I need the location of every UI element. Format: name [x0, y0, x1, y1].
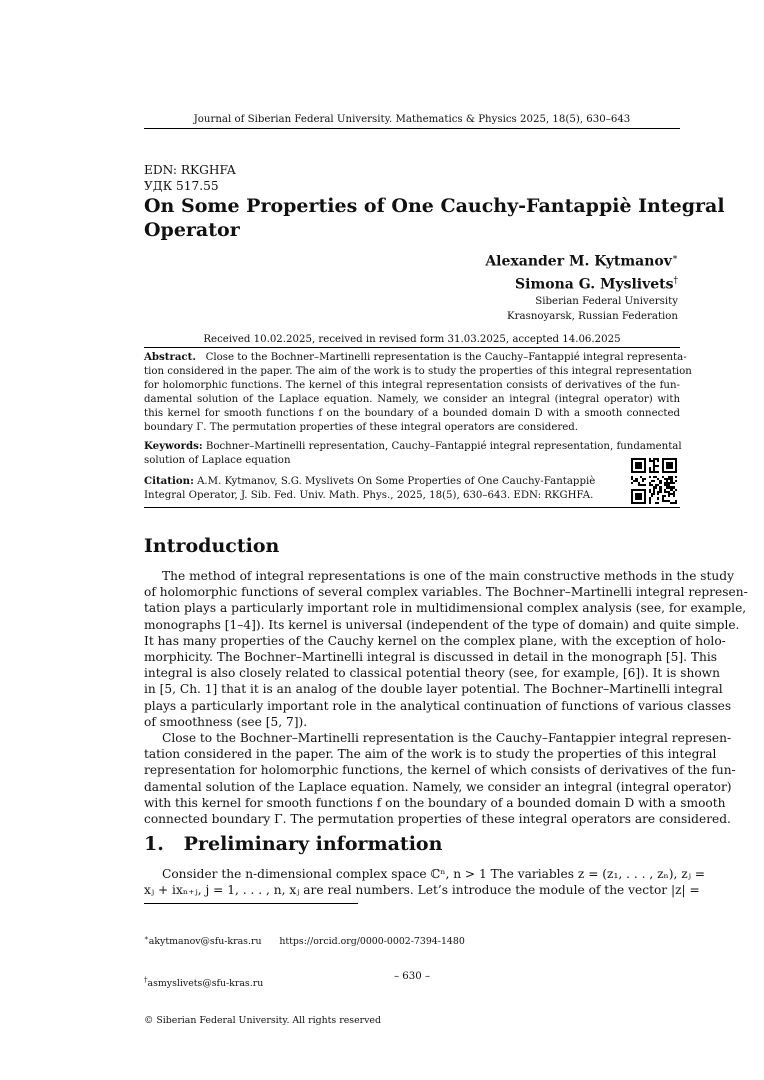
abstract-label: Abstract.: [144, 351, 196, 363]
paragraph-line: integral is also closely related to classical potential theory (see, for example, [6]). It is shown: [144, 666, 720, 681]
paragraph-line: of holomorphic functions of several complex variables. The Bochner–Martinelli integral represen-: [144, 585, 748, 600]
paragraph-line: Consider the n-dimensional complex space ℂⁿ, n > 1 The variables z = (z₁, . . . , zₙ), zⱼ =: [162, 867, 705, 881]
edn-code: EDN: RKGHFA: [144, 163, 236, 177]
abstract-line: boundary Γ. The permutation properties of these integral operators are considered.: [144, 422, 579, 433]
affiliation: Siberian Federal University: [535, 296, 678, 308]
abstract-line: Abstract. Close to the Bochner–Martinelli representation is the Cauchy–Fantappié integral representa-: [144, 351, 687, 363]
section-1-heading: 1. Preliminary information: [144, 833, 443, 855]
abstract: [144, 350, 692, 435]
author-1: [485, 249, 678, 272]
keywords: [144, 439, 680, 468]
footnote-1-text: akytmanov@sfu-kras.ru https://orcid.org/0000-0002-7394-1480: [148, 936, 465, 948]
citation-line: Citation: A.M. Kytmanov, S.G. Myslivets On Some Properties of One Cauchy-Fantappiè: [144, 475, 596, 487]
introduction-heading: Introduction: [144, 535, 280, 557]
title-line-2: Operator: [144, 219, 240, 241]
title-line-1: On Some Properties of One Cauchy-Fantappiè Integral: [144, 195, 725, 217]
keywords-line: Keywords: Bochner–Martinelli representation, Cauchy–Fantappié integral representation, fundamental: [144, 440, 682, 452]
copyright: © Siberian Federal University. All rights reserved: [144, 1015, 381, 1027]
author-block: [485, 249, 678, 324]
paragraph-line: connected boundary Γ. The permutation properties of these integral operators are considered.: [144, 812, 731, 827]
location: Krasnoyarsk, Russian Federation: [507, 311, 678, 323]
author-2-mark: †: [673, 275, 678, 286]
footnote-1: ∗akytmanov@sfu-kras.ru https://orcid.org/0000-0002-7394-1480: [144, 934, 465, 948]
journal-header: Journal of Siberian Federal University. Mathematics & Physics 2025, 18(5), 630–643: [193, 114, 631, 125]
abstract-line: for holomorphic functions. The kernel of this integral representation consists of derivatives of the fun-: [144, 380, 680, 391]
section-1-paragraph: [144, 866, 705, 898]
author-2-name: Simona G. Myslivets: [515, 276, 674, 293]
keywords-line: solution of Laplace equation: [144, 455, 291, 466]
abstract-line: this kernel for smooth functions f on the boundary of a bounded domain D with a smooth connected: [144, 408, 680, 419]
paragraph-line: damental solution of the Laplace equation. Namely, we consider an integral (integral operator): [144, 779, 732, 794]
paragraph-line: plays a particularly important role in the analytical continuation of functions of various classes: [144, 698, 732, 713]
abstract-rule: [144, 347, 680, 348]
paper-title: [144, 194, 725, 242]
citation-line: Integral Operator, J. Sib. Fed. Univ. Math. Phys., 2025, 18(5), 630–643. EDN: RKGHFA.: [144, 490, 594, 501]
paragraph-line: The method of integral representations is one of the main constructive methods in the study: [162, 569, 734, 583]
author-1-name: Alexander M. Kytmanov: [485, 253, 672, 270]
paragraph-line: representation for holomorphic functions, the kernel of which consists of derivatives of the fun-: [144, 763, 736, 778]
paragraph-line: monographs [1–4]). Its kernel is universal (independent of the type of domain) and quite simple.: [144, 617, 740, 632]
citation-rule: [144, 507, 680, 508]
citation: [144, 474, 624, 503]
abstract-line: damental solution of the Laplace equation. Namely, we consider an integral (integral operator) with: [144, 394, 680, 405]
paragraph-line: tation plays a particularly important role in multidimensional complex analysis (see, for example,: [144, 601, 747, 616]
introduction-paragraph-2: [144, 730, 736, 827]
introduction-paragraph-1: [144, 568, 748, 730]
footnote-rule: [144, 903, 358, 904]
footnote-2: †asmyslivets@sfu-kras.ru: [144, 975, 264, 989]
paragraph-line: xⱼ + ixₙ₊ⱼ, j = 1, . . . , n, xⱼ are real numbers. Let’s introduce the module of the vector |z| =: [144, 883, 700, 898]
footnote-2-text: asmyslivets@sfu-kras.ru: [147, 977, 264, 989]
paragraph-line: in [5, Ch. 1] that it is an analog of the double layer potential. The Bochner–Martinelli integral: [144, 682, 723, 697]
paragraph-line: morphicity. The Bochner–Martinelli integral is discussed in detail in the monograph [5]. This: [144, 650, 718, 665]
paragraph-line: tation considered in the paper. The aim of the work is to study the properties of this integral: [144, 747, 717, 762]
paragraph-line: Close to the Bochner–Martinelli representation is the Cauchy–Fantappier integral represen-: [162, 731, 732, 745]
author-1-mark: ∗: [671, 253, 678, 263]
paragraph-line: of smoothness (see [5, 7]).: [144, 714, 308, 729]
citation-label: Citation:: [144, 475, 194, 487]
author-2: [485, 272, 678, 295]
page-number: – 630 –: [393, 971, 431, 982]
udk-code: УДК 517.55: [144, 179, 219, 193]
header-rule: [144, 128, 680, 129]
received-dates: Received 10.02.2025, received in revised form 31.03.2025, accepted 14.06.2025: [203, 334, 621, 345]
keywords-label: Keywords:: [144, 440, 203, 452]
qr-code-icon[interactable]: [631, 458, 677, 504]
abstract-line: tion considered in the paper. The aim of the work is to study the properties of this integral representation: [144, 366, 692, 377]
paragraph-line: It has many properties of the Cauchy kernel on the complex plane, with the exception of holo-: [144, 633, 726, 648]
paragraph-line: with this kernel for smooth functions f on the boundary of a bounded domain D with a smooth: [144, 795, 726, 810]
